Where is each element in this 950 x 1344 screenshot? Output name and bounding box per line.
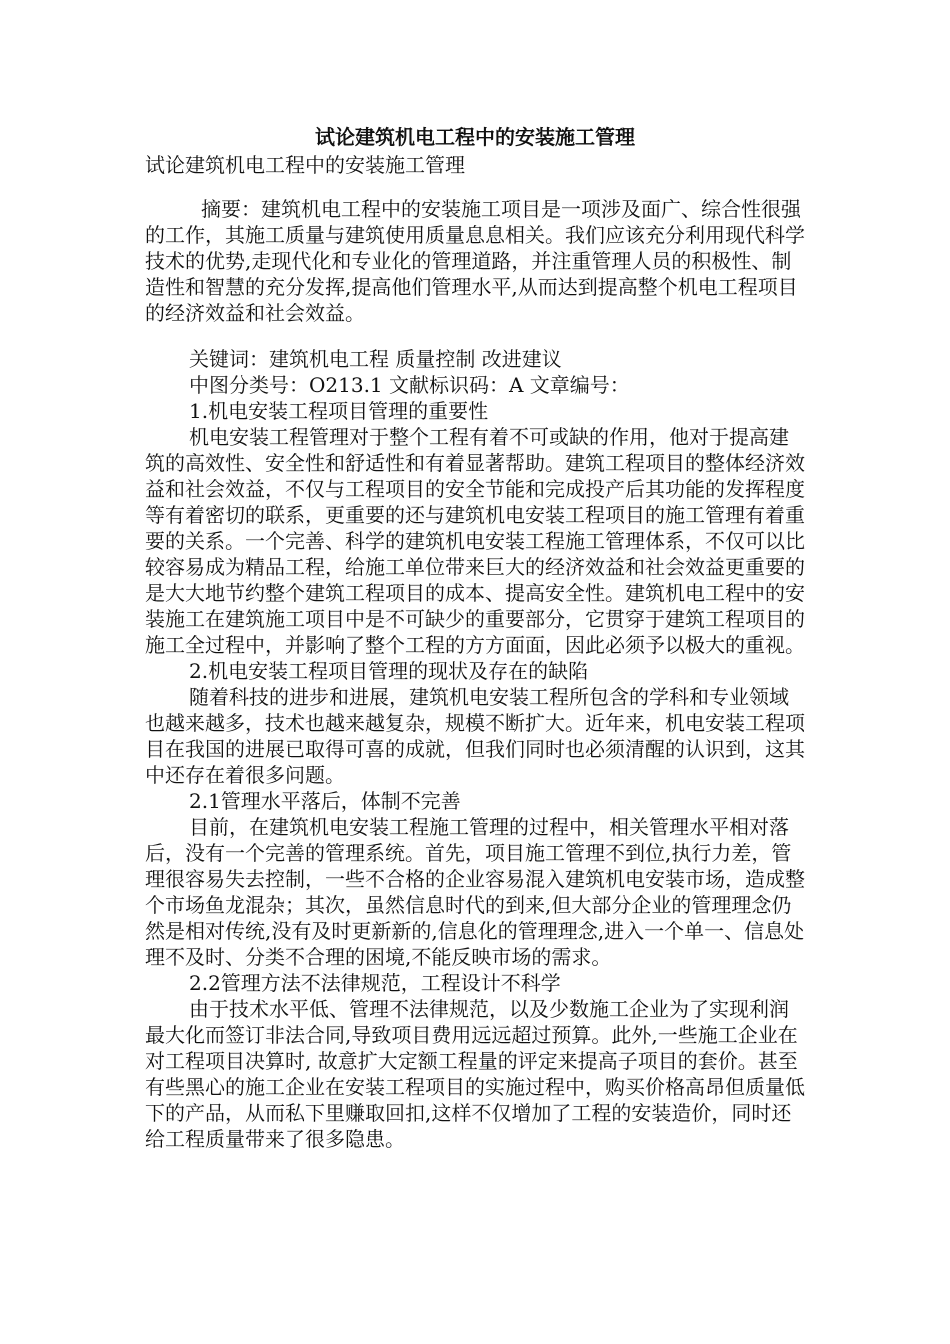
document-title: 试论建筑机电工程中的安装施工管理 (315, 125, 635, 149)
section-body: 机电安装工程管理对于整个工程有着不可或缺的作用，他对于提高建筑的高效性、安全性和舒适性和有着显著帮助。建筑工程项目的整体经济效益和社会效益，不仅与工程项目的安全节能和完成投产后其功能的发挥程度等有着密切的联系，更重要的还与建筑机电安装工程项目的施工管理有着重要的关系。一个完善、科学的建筑机电安装工程施工管理体系，不仅可以比较容易成为精品工程，给施工单位带来巨大的经济效益和社会效益更重要的是大大地节约整个建筑工程项目的成本、提高安全性。建筑机电工程中的安装施工在建筑施工项目中是不可缺少的重要部分，它贯穿于建筑工程项目的施工全过程中，并影响了整个工程的方方面面，因此必须予以极大的重视。 (145, 425, 805, 657)
section-heading: 2.机电安装工程项目管理的现状及存在的缺陷 (189, 659, 589, 683)
section-body: 随着科技的进步和进展，建筑机电安装工程所包含的学科和专业领域也越来越多，技术也越来越复杂，规模不断扩大。近年来，机电安装工程项目在我国的进展已取得可喜的成就，但我们同时也必须清醒的认识到，这其中还存在着很多问题。 (145, 685, 805, 787)
keywords-line: 关键词：建筑机电工程 质量控制 改进建议 (189, 347, 562, 371)
classification-line: 中图分类号：O213.1 文献标识码：A 文章编号： (189, 373, 630, 397)
section-heading: 2.2管理方法不法律规范，工程设计不科学 (189, 971, 561, 995)
document-subtitle: 试论建筑机电工程中的安装施工管理 (145, 153, 465, 177)
abstract-paragraph: 摘要：建筑机电工程中的安装施工项目是一项涉及面广、综合性很强的工作，其施工质量与建筑使用质量息息相关。我们应该充分利用现代科学技术的优势,走现代化和专业化的管理道路，并注重管理人员的积极性、制造性和智慧的充分发挥,提高他们管理水平,从而达到提高整个机电工程项目的经济效益和社会效益。 (145, 197, 805, 325)
document-page (145, 122, 805, 1152)
section-heading: 1.机电安装工程项目管理的重要性 (189, 399, 489, 423)
section-body: 目前，在建筑机电安装工程施工管理的过程中，相关管理水平相对落后，没有一个完善的管理系统。首先，项目施工管理不到位,执行力差，管理很容易失去控制，一些不合格的企业容易混入建筑机电安装市场，造成整个市场鱼龙混杂；其次，虽然信息时代的到来,但大部分企业的管理理念仍然是相对传统,没有及时更新新的,信息化的管理理念,进入一个单一、信息处理不及时、分类不合理的困境,不能反映市场的需求。 (145, 815, 805, 969)
section-heading: 2.1管理水平落后，体制不完善 (189, 789, 461, 813)
section-body: 由于技术水平低、管理不法律规范，以及少数施工企业为了实现利润最大化而签订非法合同,导致项目费用远远超过预算。此外,一些施工企业在对工程项目决算时, 故意扩大定额工程量的评定来提高子项目的套价。甚至有些黑心的施工企业在安装工程项目的实施过程中，购买价格高昂但质量低下的产品，从而私下里赚取回扣,这样不仅增加了工程的安装造价，同时还给工程质量带来了很多隐患。 (145, 997, 805, 1151)
